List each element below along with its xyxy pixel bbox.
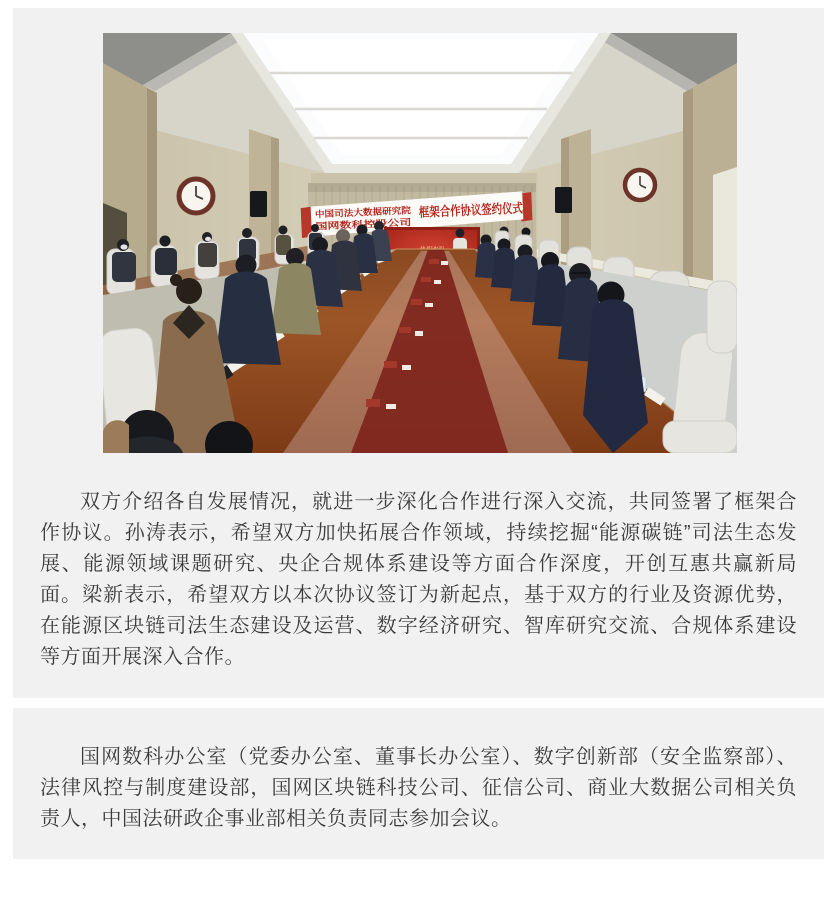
banner-event-title: 框架合作协议签约仪式 (418, 199, 550, 220)
section-divider (0, 698, 836, 708)
paragraph-cooperation: 双方介绍各自发展情况，就进一步深化合作进行深入交流，共同签署了框架合作协议。孙涛表示，希望双方加快拓展合作领域，持续挖掘“能源碳链”司法生态发展、能源领域课题研究、央企合规体系建设等方面合作深度，开创互惠共赢新局面。梁新表示，希望双方以本次协议签订为新起点，基于双方的行业及资源优势，在能源区块链司法生态建设及运营、数字经济研究、智库研究交流、合规体系建设等方面开展深入合作。 (40, 491, 797, 668)
right-speaker (555, 187, 572, 213)
banner-org-line2: 国网数科控股公司 (315, 218, 388, 232)
content-card-attendees (13, 708, 824, 859)
left-speaker (250, 191, 267, 217)
article-page (0, 8, 836, 891)
meeting-photo[interactable] (103, 33, 737, 453)
right-wall-clock (625, 170, 655, 200)
content-card-main (13, 8, 824, 698)
banner-org-line1: 中国司法大数据研究院 (314, 205, 406, 220)
paragraph-attendees: 国网数科办公室（党委办公室、董事长办公室）、数字创新部（安全监察部）、法律风控与制度建设部，国网区块链科技公司、征信公司、商业大数据公司相关负责人，中国法研政企事业部相关负责同志参加会议。 (40, 746, 797, 830)
bottom-margin (0, 859, 836, 891)
left-wall-clock (179, 179, 213, 213)
